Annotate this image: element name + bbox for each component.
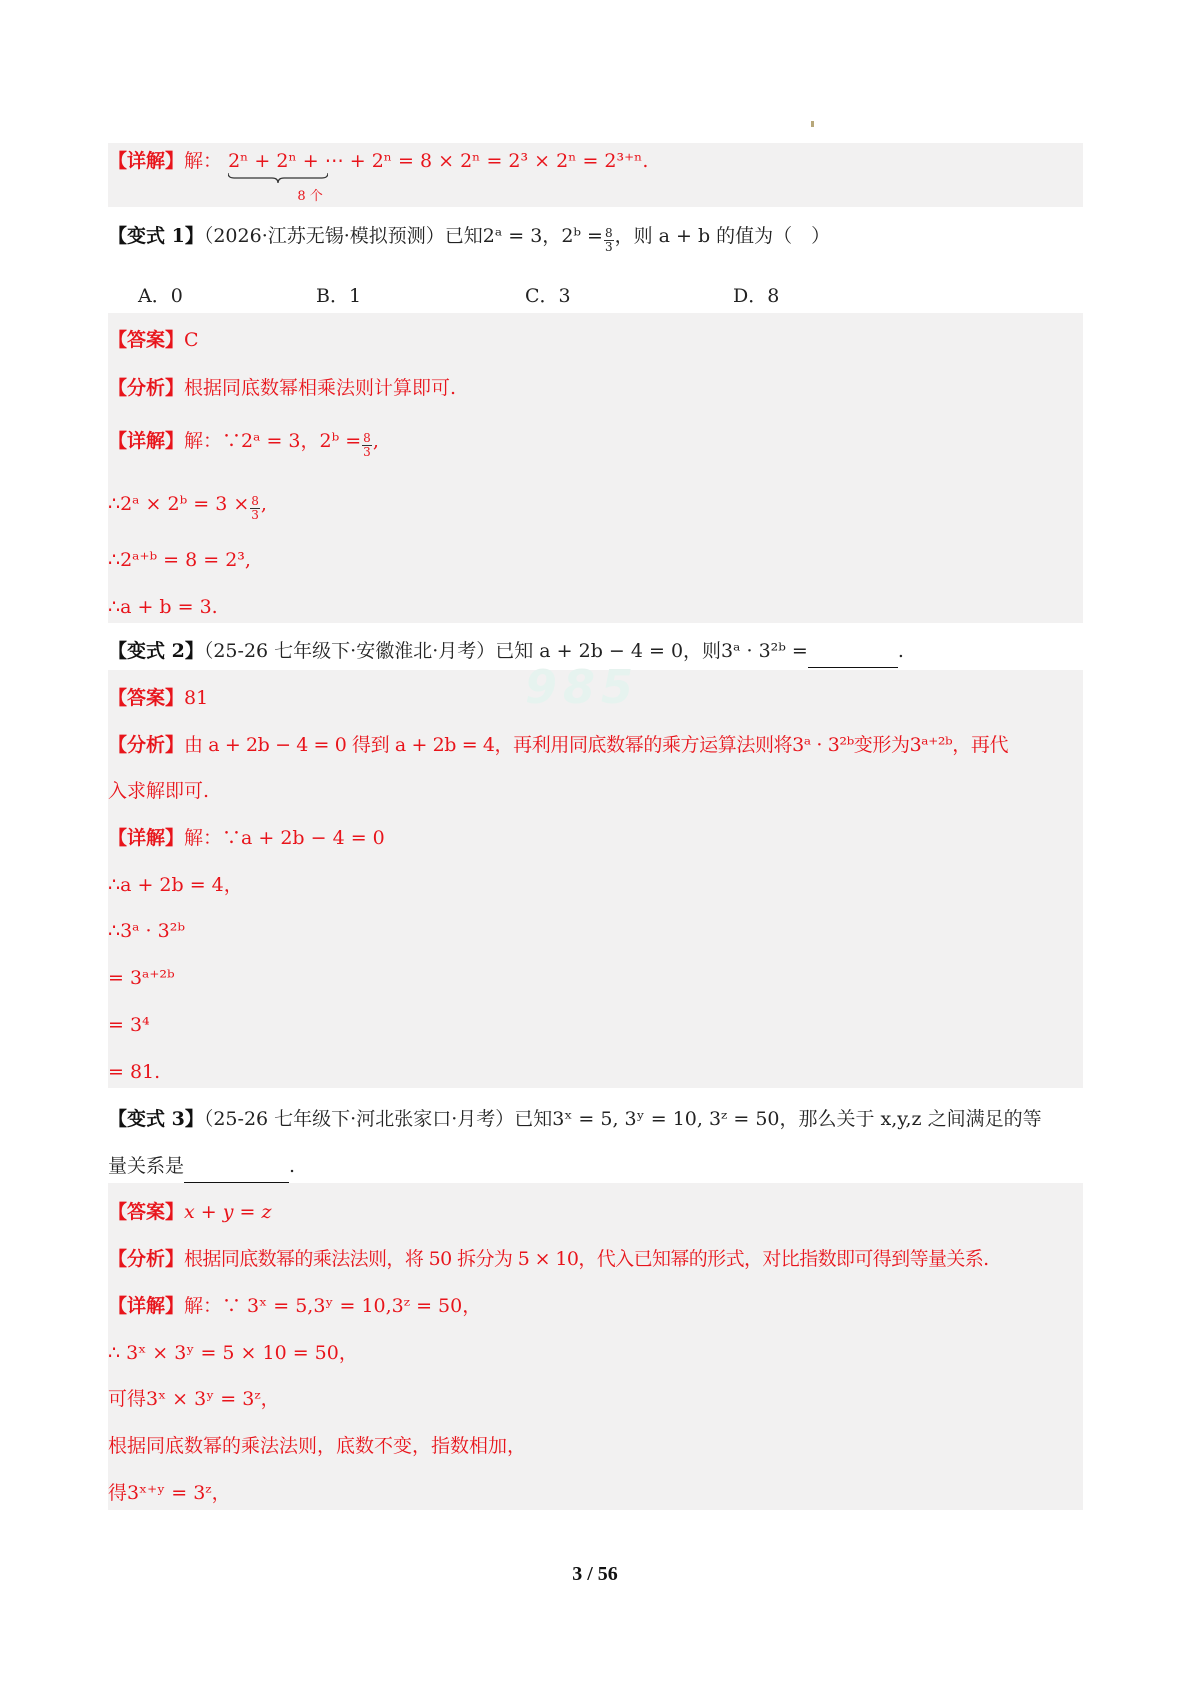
variant2-step-2: ∴3ᵃ · 3²ᵇ: [108, 920, 185, 942]
detail-tag: 【详解】: [108, 150, 185, 172]
option-c: C．3: [525, 285, 571, 307]
variant3-step-2: 可得3ˣ × 3ʸ = 3ᶻ，: [108, 1388, 280, 1410]
option-a: A．0: [138, 285, 183, 307]
variant1-step-2: ∴2ᵃ⁺ᵇ = 8 = 2³,: [108, 549, 251, 571]
variant3-step-3: 根据同底数幂的乘法法则，底数不变，指数相加，: [108, 1435, 527, 1457]
variant1-step-1: ∴2ᵃ × 2ᵇ = 3 × $\frac{8}{3}$ ,: [108, 493, 267, 522]
variant2-analysis: 【分析】由 a + 2b − 4 = 0 得到 a + 2b = 4，再利用同底数幂的乘方运算法则将3ᵃ · 3²ᵇ变形为3ᵃ⁺²ᵇ，再代: [108, 734, 1009, 756]
question-source: （25-26 七年级下·安徽淮北·月考）: [203, 640, 496, 662]
watermark: 985: [525, 660, 640, 714]
answer-blank: [184, 1156, 289, 1183]
prev-detail-line: 【详解】解： 2ⁿ + 2ⁿ + ⋯ + 2ⁿ 8 个 = 8 × 2ⁿ = 2³ × 2ⁿ = 2³⁺ⁿ.: [108, 150, 649, 204]
variant2-question: 【变式 2】（25-26 七年级下·安徽淮北·月考）已知 a + 2b − 4 = 0，则3ᵃ · 3²ᵇ = .: [108, 638, 904, 668]
underbrace-icon: [228, 173, 328, 183]
variant2-step-5: = 81.: [108, 1061, 161, 1083]
underbrace-sum: 2ⁿ + 2ⁿ + ⋯ + 2ⁿ 8 个: [228, 150, 392, 204]
option-b: B．1: [316, 285, 362, 307]
variant2-analysis-cont: 入求解即可.: [108, 780, 210, 802]
variant1-question: 【变式 1】（2026·江苏无锡·模拟预测）已知2ᵃ = 3，2ᵇ = $\frac{8}{3}$ ，则 a + b 的值为（ ）: [108, 225, 831, 254]
variant-tag: 【变式 3】: [108, 1108, 204, 1130]
variant3-analysis: 【分析】根据同底数幂的乘法法则，将 50 拆分为 5 × 10，代入已知幂的形式，对比指数即可得到等量关系.: [108, 1248, 989, 1270]
variant1-analysis: 【分析】根据同底数幂相乘法则计算即可.: [108, 377, 457, 399]
variant1-answer: 【答案】C: [108, 329, 199, 351]
variant2-step-1: ∴a + 2b = 4，: [108, 874, 243, 896]
variant3-answer: 【答案】x + y = z: [108, 1201, 272, 1223]
fraction: $\frac{8}{3}$: [363, 431, 371, 459]
variant-tag: 【变式 2】: [108, 640, 204, 662]
fraction: $\frac{8}{3}$: [604, 226, 613, 254]
variant3-detail: 【详解】解：∵ 3ˣ = 5,3ʸ = 10,3ᶻ = 50，: [108, 1295, 482, 1317]
variant3-step-1: ∴ 3ˣ × 3ʸ = 5 × 10 = 50，: [108, 1342, 358, 1364]
fraction: $\frac{8}{3}$: [251, 494, 259, 522]
variant2-step-3: = 3ᵃ⁺²ᵇ: [108, 967, 175, 989]
answer-blank: [808, 641, 898, 668]
variant-tag: 【变式 1】: [108, 225, 204, 247]
question-source: （2026·江苏无锡·模拟预测）: [203, 225, 445, 247]
variant2-step-4: = 3⁴: [108, 1014, 150, 1036]
variant3-question-cont: 量关系是 .: [108, 1153, 295, 1183]
page-marker: [811, 121, 814, 127]
variant2-answer: 【答案】81: [108, 687, 209, 709]
variant1-step-3: ∴a + b = 3.: [108, 596, 218, 618]
option-d: D．8: [733, 285, 780, 307]
solution-block-variant1: [108, 313, 1083, 623]
variant1-detail: 【详解】解：∵2ᵃ = 3，2ᵇ = $\frac{8}{3}$ ,: [108, 430, 379, 459]
page-number: 3 / 56: [572, 1563, 618, 1585]
variant3-question: 【变式 3】（25-26 七年级下·河北张家口·月考）已知3ˣ = 5, 3ʸ = 10, 3ᶻ = 50，那么关于 x,y,z 之间满足的等: [108, 1108, 1042, 1130]
question-source: （25-26 七年级下·河北张家口·月考）: [203, 1108, 515, 1130]
variant3-step-4: 得3ˣ⁺ʸ = 3ᶻ，: [108, 1482, 231, 1504]
variant2-detail: 【详解】解：∵a + 2b − 4 = 0: [108, 827, 385, 849]
